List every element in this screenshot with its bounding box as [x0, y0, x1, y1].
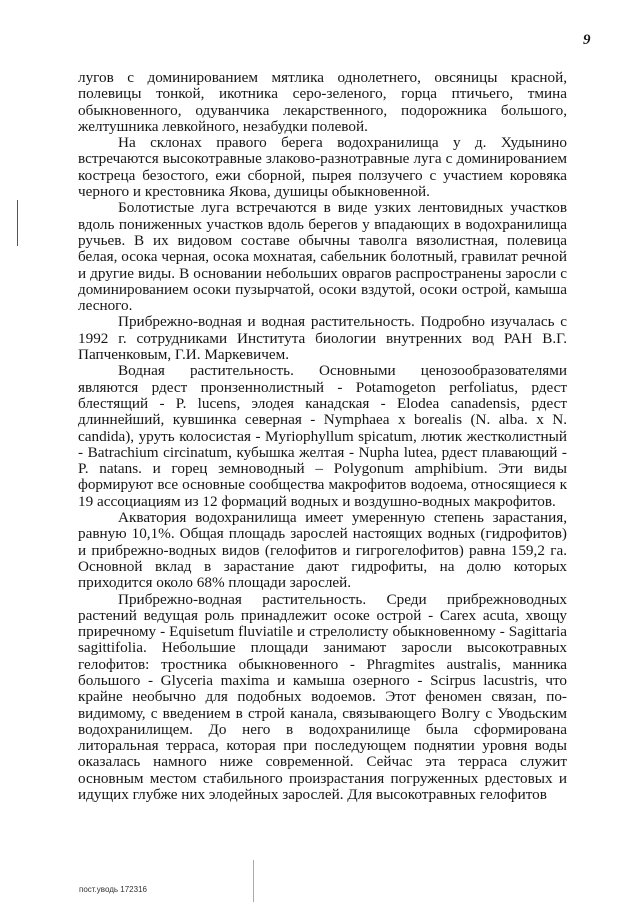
scan-artifact-line — [253, 860, 254, 902]
paragraph-aquatic-vegetation: Водная растительность. Основными ценозообразователями являются рдест пронзеннолистный - Potamogeton perfoliatus, рдест блестящий - P. lucens, элодея канадская - Elodea canadensis, рдест длиннейший, кувшинка северная - Nymphaea x borealis (N. alba. x N. candida), уруть колосистая - Myriophyllum spicatum, лютик жестколистный - Batrachium circinatum, кубышка желтая - Nupha lutea, рдест плавающий - P. natans. и горец земноводный – Polygonum amphibium. Эти виды формируют все основные сообщества макрофитов водоема, относящиеся к 19 ассоциациям из 12 формаций водных и воздушно-водных макрофитов. — [78, 362, 567, 510]
paragraph-riparian-vegetation: Прибрежно-водная растительность. Среди прибрежноводных растений ведущая роль принадлежит осоке острой - Carex acuta, хвощу приречному - Equisetum fluviatile и стрелолисту обыкновенному - Sagittaria sagittifolia. Небольшие площади занимают заросли высокотравных гелофитов: тростника обыкновенного - Phragmites australis, манника большого - Glyceria maxima и камыша озерного - Scirpus lacustris, что крайне необычно для подобных водоемов. Этот феномен связан, по-видимому, с введением в строй канала, связывающего Волгу с Уводьским водохранилищем. До него в водохранилище была сформирована литоральная терраса, которая при последующем поднятии уровня воды оказалась намного ниже современной. Сейчас эта терраса служит основным местом стабильного произрастания погруженных рдестовых и идущих глубже них элодейных зарослей. Для высокотравных гелофитов — [78, 590, 567, 804]
page-number: 9 — [583, 32, 591, 48]
body-text — [78, 70, 567, 803]
paragraph-riparian-aquatic-intro: Прибрежно-водная и водная растительность. Подробно изучалась с 1992 г. сотрудниками Института биологии внутренних вод РАН В.Г. Папченковым, Г.И. Маркевичем. — [78, 313, 567, 364]
paragraph-meadows-continued: лугов с доминированием мятлика однолетнего, овсяницы красной, полевицы тонкой, икотника серо-зеленого, горца птичьего, тмина обыкновенного, одуванчика лекарственного, подорожника большого, желтушника левкойного, незабудки полевой. — [78, 69, 567, 135]
footer-stamp: пост.уводь 172316 — [79, 885, 147, 894]
paragraph-marshy-meadows: Болотистые луга встречаются в виде узких лентовидных участков вдоль пониженных участков вдоль берегов у впадающих в водохранилища ручьев. В их видовом составе обычны таволга вязолистная, полевица белая, осока черная, осока мохнатая, сабельник болотный, гравилат речной и другие виды. В основании небольших оврагов распространены заросли с доминированием осоки пузырчатой, осоки вздутой, осоки острой, камыша лесного. — [78, 199, 567, 315]
margin-mark — [17, 200, 18, 246]
paragraph-right-bank-slopes: На склонах правого берега водохранилища у д. Худынино встречаются высокотравные злаково-разнотравные луга с доминированием костреца безостого, ежи сборной, пырея ползучего с участием коровяка черного и крестовника Якова, душицы обыкновенной. — [78, 134, 567, 201]
paragraph-water-area-overgrowth: Акватория водохранилища имеет умеренную степень зарастания, равную 10,1%. Общая площадь зарослей настоящих водных (гидрофитов) и прибрежно-водных видов (гелофитов и гигрогелофитов) равна 159,2 га. Основной вклад в зарастание дают гидрофиты, на долю которых приходится около 68% площади зарослей. — [78, 509, 567, 592]
